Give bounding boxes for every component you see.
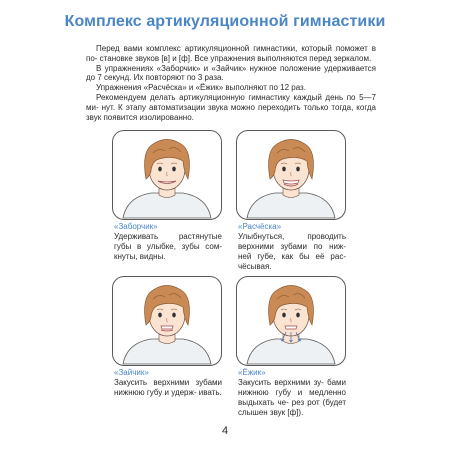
page-number: 4 xyxy=(221,425,229,437)
face-illustration-icon xyxy=(237,131,345,219)
exercise-name: «Ёжик» xyxy=(238,368,266,377)
page-title: Комплекс артикуляционной гимнастики xyxy=(64,13,386,30)
exercise-card-raschyoska xyxy=(236,130,346,220)
face-illustration-icon xyxy=(237,277,345,365)
exercise-description: Улыбнуться, проводить верхними зубами по ниж- ней губе, как бы её рас- чёсывая. xyxy=(238,232,346,271)
exercise-name: «Зайчик» xyxy=(114,368,149,377)
exercise-card-zaborchik xyxy=(112,130,222,220)
exercise-caption xyxy=(238,368,346,418)
exercise-caption xyxy=(114,222,222,262)
exercise-card-yozhik xyxy=(236,276,346,366)
exercise-name: «Расчёска» xyxy=(238,222,282,231)
intro-paragraph: Упражнения «Расчёска» и «Ёжик» выполняют по 12 раз. xyxy=(96,83,306,93)
intro-paragraph: В упражнениях «Заборчик» и «Зайчик» нужное положение удерживается до 7 секунд. Их повторяют по 3 раза. xyxy=(86,63,376,83)
exercise-name: «Заборчик» xyxy=(114,222,158,231)
face-illustration-icon xyxy=(113,277,221,365)
intro-paragraph: Перед вами комплекс артикуляционной гимнастики, который поможет в по- становке звуков [в] и [ф]. Все упражнения выполняются перед зеркалом. xyxy=(86,44,376,63)
exercise-description: Удерживать растянутые губы в улыбке, зубы сом- кнуты, видны. xyxy=(114,232,222,261)
exercise-card-zaychik xyxy=(112,276,222,366)
exercise-caption xyxy=(114,368,222,398)
exercise-description: Закусить верхними зу- бами нижнюю губу и медленно выдыхать че- рез рот (будет слышен звук [ф]). xyxy=(238,378,346,417)
intro-paragraph: Рекомендуем делать артикуляционную гимнастику каждый день по 5—7 ми- нут. К этапу автоматизации звука можно переходить только тогда, когда звук появится изолированно. xyxy=(86,92,376,122)
exercise-description: Закусить верхними зубами нижнюю губу и удерж- ивать. xyxy=(114,378,222,397)
exercise-caption xyxy=(238,222,346,272)
face-illustration-icon xyxy=(113,131,221,219)
intro-text xyxy=(86,44,376,122)
